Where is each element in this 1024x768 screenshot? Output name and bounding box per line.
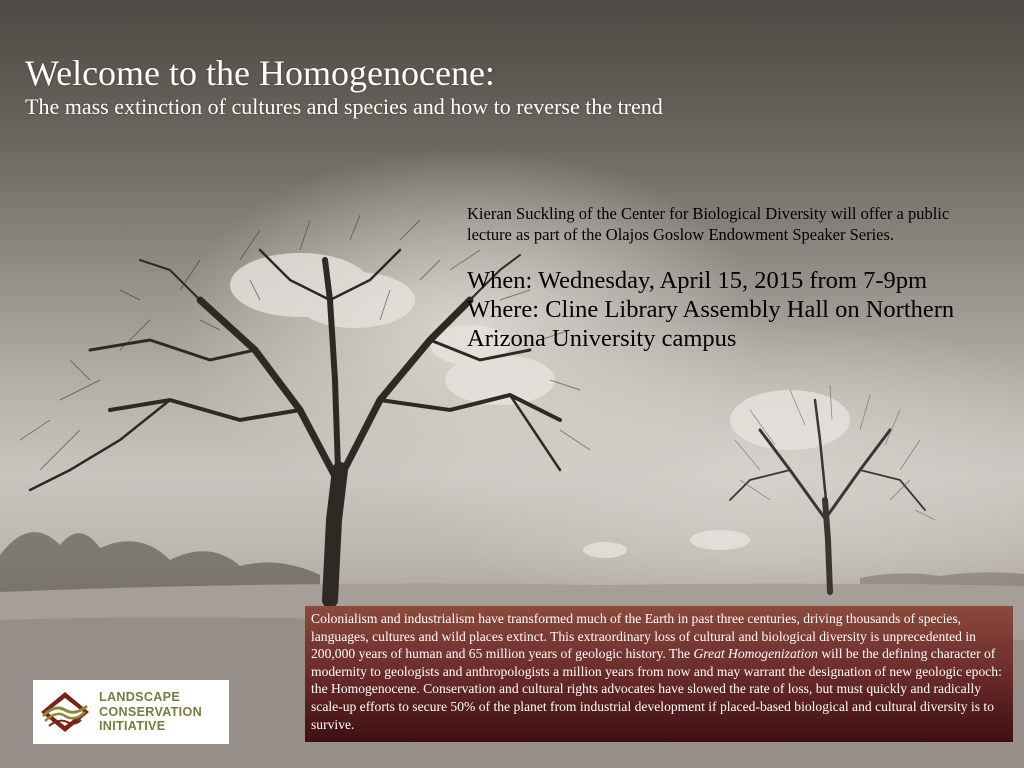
poster-title: Welcome to the Homogenocene: <box>25 53 495 93</box>
poster-subtitle: The mass extinction of cultures and species and how to reverse the trend <box>25 94 663 119</box>
logo-line-1: LANDSCAPE <box>99 690 181 705</box>
event-details <box>467 266 1007 353</box>
description-emphasis: Great Homogenization <box>693 646 818 662</box>
landscape-diamond-icon <box>39 690 91 734</box>
description-text-start: Colonialism and industrialism have transformed much of the Earth in past three centuries, driving thousands of species, languages, cultures and wild places extinct. This extraordinary loss of cultural and biological diversity is unprecedented in 200,000 years of human and 65 million years of geologic history. The <box>311 611 976 662</box>
lecture-description-box <box>305 606 1013 742</box>
organization-logo <box>33 680 229 744</box>
event-where: Where: Cline Library Assembly Hall on Northern Arizona University campus <box>467 296 955 352</box>
description-text-end: will be the defining character of modernity to geologists and anthropologists a million years from now and may warrant the designation of new geologic epoch: the Homogenocene. Conservation and cultural rights advocates have slowed the rate of loss, but must quickly and radically scale-up efforts to secure 50% of the planet from industrial development if placed-based biological and cultural diversity is to survive. <box>311 646 1002 732</box>
logo-line-3: INITIATIVE <box>99 719 166 734</box>
event-when: When: Wednesday, April 15, 2015 from 7-9pm <box>467 267 928 294</box>
logo-line-2: CONSERVATION <box>99 704 202 719</box>
speaker-intro: Kieran Suckling of the Center for Biological Diversity will offer a public lecture as part of the Olajos Goslow Endowment Speaker Series. <box>467 204 950 244</box>
logo-wordmark <box>99 690 202 734</box>
